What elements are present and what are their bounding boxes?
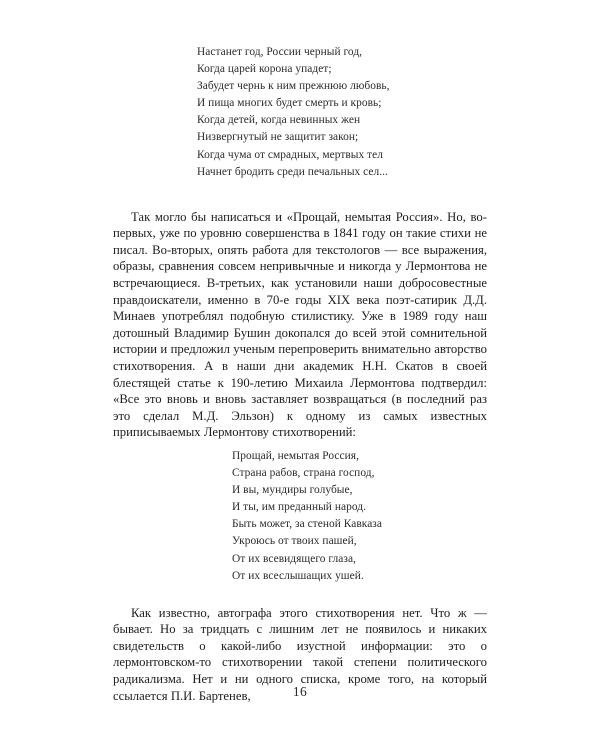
- verse-line: Прощай, немытая Россия,: [232, 450, 359, 462]
- verse-line: Начнет бродить среди печальных сел...: [197, 165, 388, 178]
- verse-line: Настанет год, России черный год,: [197, 46, 363, 58]
- verse-line: Забудет чернь к ним прежнюю любовь,: [197, 80, 390, 93]
- verse-line: Укроюсь от твоих пашей,: [232, 535, 357, 548]
- verse-line: Страна рабов, страна господ,: [232, 467, 375, 480]
- verse-line: Когда царей корона упадет;: [197, 63, 332, 76]
- page-number: 16: [292, 684, 308, 699]
- body-paragraph-first: Так могло бы написаться и «Прощай, немытая Россия». Но, во-первых, уже по уровню совершенства в 1841 году он такие стихи не писал. Во-вторых, опять работа для текстологов — все выражения, образы, сравнения совсем непривычные и никогда у Лермонтова не встречающиеся. В-третьих, как установили наши добросовестные правдоискатели, именно в 70-е годы XIX века поэт-сатирик Д.Д. Минаев употреблял подобную стилистику. Уже в 1989 году наш дотошный Владимир Бушин докопался до всей этой сомнительной истории и предложил ученым перепроверить внимательно авторство стихотворения. А в наши дни академик Н.Н. Скатов в своей блестящей статье к 190-летию Михаила Лермонтова подтвердил: «Все это вновь и вновь заставляет возвращаться (в последний раз это сделал М.Д. Эльзон) к одному из самых известных приписываемых Лермонтову стихотворений:: [113, 209, 487, 440]
- poem-proshchay-nemytaya-rossiya: [232, 448, 382, 585]
- verse-line: И вы, мундиры голубые,: [232, 484, 353, 497]
- poem-predskazanie: [197, 44, 390, 181]
- verse-line: Быть может, за стеной Кавказа: [232, 518, 382, 531]
- verse-line: Когда чума от смрадных, мертвых тел: [197, 148, 383, 161]
- verse-line: И пища многих будет смерть и кровь;: [197, 97, 382, 110]
- verse-line: И ты, им преданный народ.: [232, 501, 366, 514]
- verse-line: От их всеслышащих ушей.: [232, 569, 364, 582]
- verse-line: Низвергнутый не защитит закон;: [197, 131, 359, 144]
- body-paragraph-second: Как известно, автографа этого стихотворения нет. Что ж — бывает. Но за тридцать с лишним лет не появилось и никаких свидетельств о какой-либо изустной информации: это о лермонтовском-то стихотворении такой степени политического радикализма. Нет и ни одного списка, кроме того, на который ссылается П.И. Бартенев,: [113, 605, 487, 703]
- verse-line: От их всевидящего глаза,: [232, 552, 356, 565]
- verse-line: Когда детей, когда невинных жен: [197, 114, 361, 127]
